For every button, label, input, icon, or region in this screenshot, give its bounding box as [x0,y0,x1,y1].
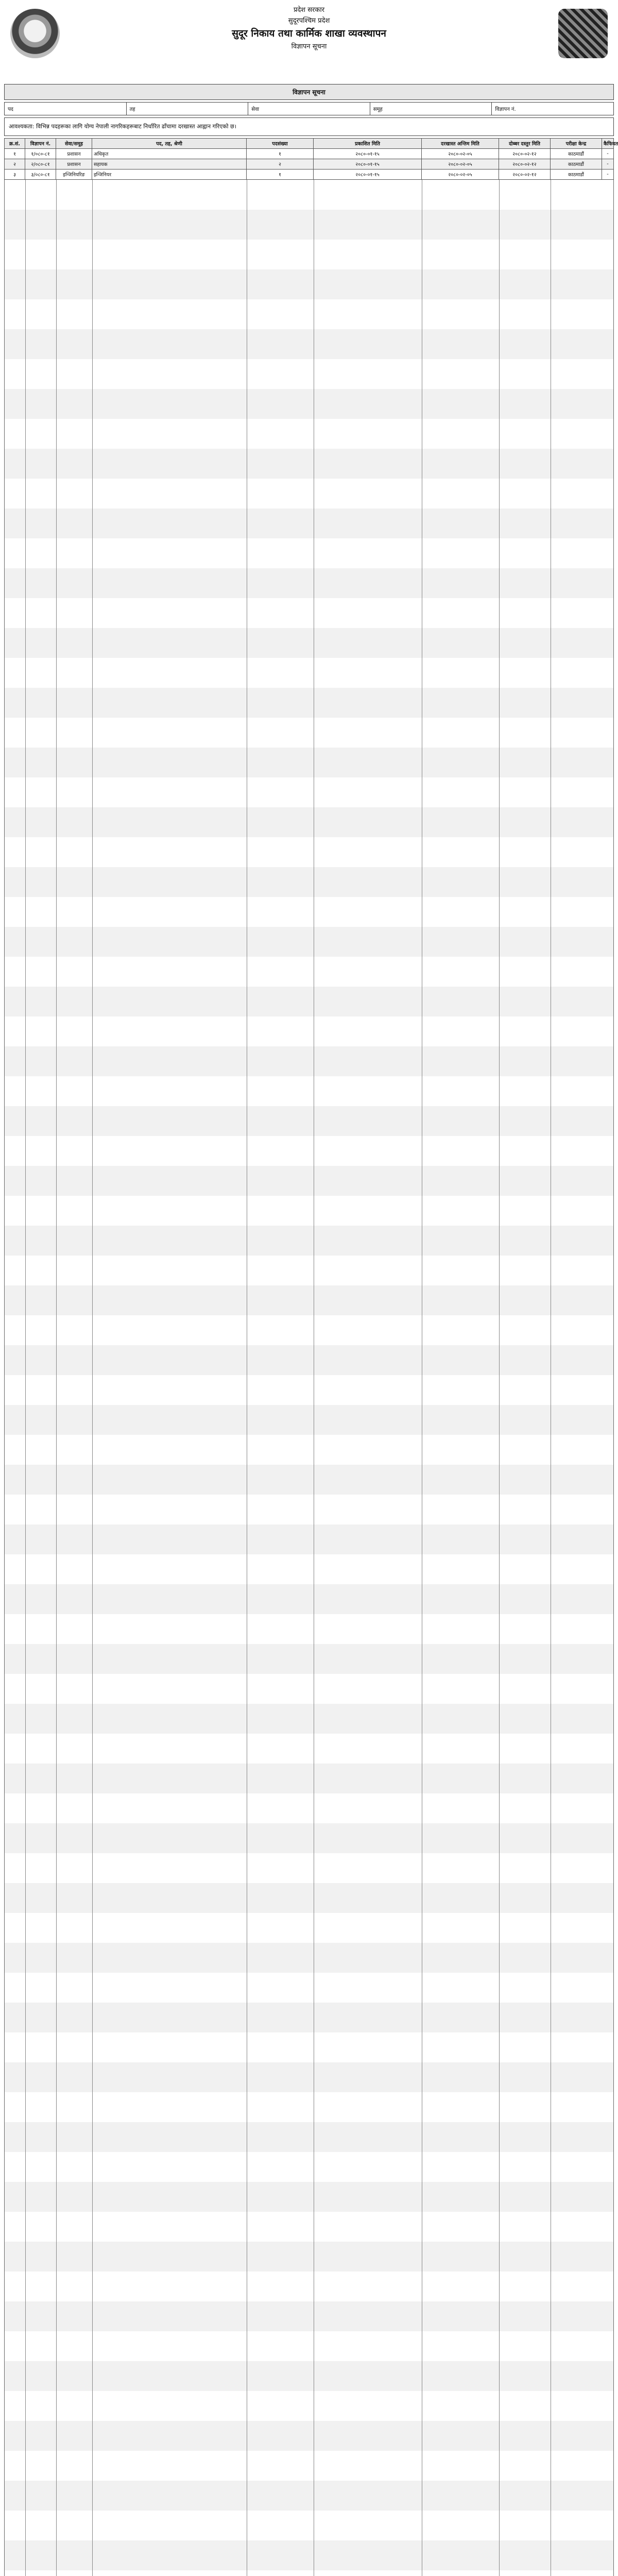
table-cell: १ [247,169,314,179]
table-cell: २०८०-०२-१२ [499,169,551,179]
header-line-1: प्रदेश सरकार [293,6,325,14]
table-header-row [5,138,614,148]
table-cell: प्रशासन [56,159,92,169]
header [4,5,614,82]
table-row [5,169,614,179]
table-cell: २/०८०-८१ [25,159,56,169]
table-header-cell: दरखास्त अन्तिम मिति [422,138,499,148]
table-cell: काठमाडौं [551,169,602,179]
table-cell: - [602,169,614,179]
table-cell: २०८०-०१-१५ [314,169,422,179]
table-header-cell: पद, तह, श्रेणी [92,138,247,148]
table-cell: २०८०-०२-०५ [422,169,499,179]
header-line-3: सुदूर निकाय तथा कार्मिक शाखा व्यवस्थापन [232,28,386,39]
table-cell: २०८०-०२-०५ [422,159,499,169]
meta-cell: पद [5,103,127,115]
table-cell: - [602,148,614,159]
table-cell: सहायक [92,159,247,169]
vacancy-table [4,138,618,180]
table-header-cell: प्रकाशित मिति [314,138,422,148]
meta-cell: समूह [370,103,492,115]
table-cell: १ [247,148,314,159]
table-cell: - [602,159,614,169]
table-row [5,159,614,169]
table-cell: अधिकृत [92,148,247,159]
table-header-cell: सेवा/समूह [56,138,92,148]
table-cell: २०८०-०२-१२ [499,148,551,159]
meta-cell: विज्ञापन नं. [495,107,516,112]
table-header-cell: दोब्बर दस्तुर मिति [499,138,551,148]
table-cell: १/०८०-८१ [25,148,56,159]
title-band: विज्ञापन सूचना [4,84,614,100]
emblem-logo [10,9,60,58]
table-header-cell: विज्ञापन नं. [25,138,56,148]
table-header-cell: परीक्षा केन्द्र [551,138,602,148]
table-cell: प्रशासन [56,148,92,159]
table-continuation [4,180,614,2576]
table-cell: २ [247,159,314,169]
table-cell: २०८०-०१-१५ [314,159,422,169]
meta-row [4,102,614,115]
table-body [5,148,614,179]
table-cell: काठमाडौं [551,159,602,169]
table-header-cell: पदसंख्या [247,138,314,148]
table-header-cell: क्र.सं. [5,138,25,148]
table-cell: इन्जिनियरिङ [56,169,92,179]
notice-paragraph: आवश्यकता: विभिन्न पदहरूका लागि योग्य नेपाली नागरिकहरूबाट निर्धारित ढाँचामा दरखास्त आह्वान गरिएको छ। [4,117,614,136]
province-logo [558,9,608,58]
meta-cell: सेवा [248,103,370,115]
table-cell: ३/०८०-८१ [25,169,56,179]
table-cell: काठमाडौं [551,148,602,159]
table-cell: ३ [5,169,25,179]
table-cell: २०८०-०१-१५ [314,148,422,159]
table-cell: इन्जिनियर [92,169,247,179]
meta-cell: तह [127,103,249,115]
header-line-4: विज्ञापन सूचना [291,43,327,50]
table-cell: २ [5,159,25,169]
table-cell: १ [5,148,25,159]
table-cell: २०८०-०२-१२ [499,159,551,169]
table-row [5,148,614,159]
header-line-2: सुदूरपश्चिम प्रदेश [288,17,330,25]
table-cell: २०८०-०२-०५ [422,148,499,159]
table-header-cell: कैफियत [602,138,614,148]
